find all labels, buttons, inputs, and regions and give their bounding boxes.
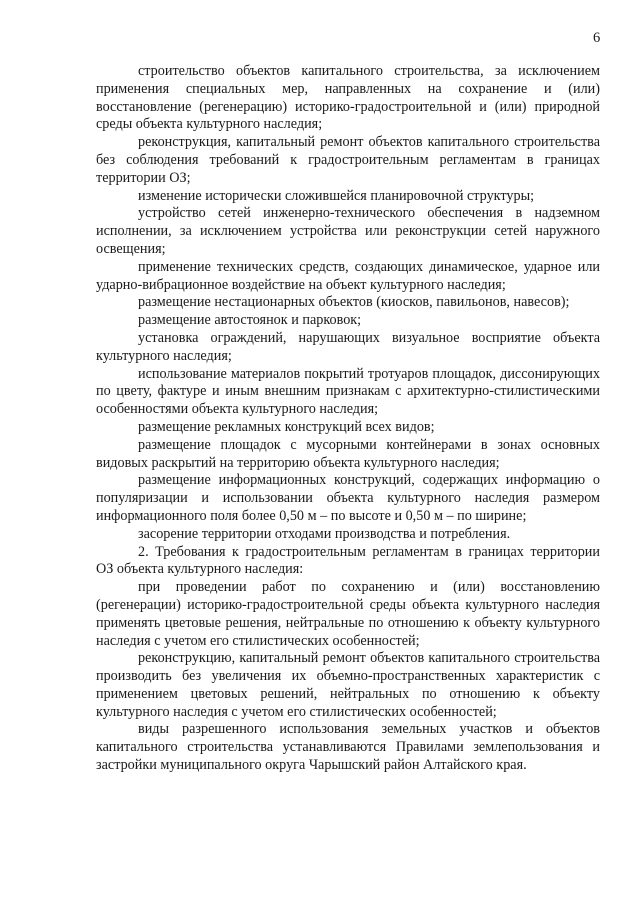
paragraph: строительство объектов капитального строительства, за исключением применения специальных мер, направленных на сохранение и (или) восстановление (регенерацию) историко-градостроительной и (или) природной среды объекта культурного наследия; bbox=[96, 63, 600, 133]
paragraph: размещение автостоянок и парковок; bbox=[138, 312, 362, 329]
paragraph: размещение нестационарных объектов (киосков, павильонов, навесов); bbox=[138, 294, 570, 311]
paragraph: установка ограждений, нарушающих визуальное восприятие объекта культурного наследия; bbox=[96, 329, 600, 364]
paragraph: реконструкция, капитальный ремонт объектов капитального строительства без соблюдения требований к градостроительным регламентам в границах территории ОЗ; bbox=[96, 134, 600, 186]
section-heading-paragraph: 2. Требования к градостроительным регламентам в границах территории ОЗ объекта культурного наследия: bbox=[96, 543, 600, 578]
paragraph: размещение рекламных конструкций всех видов; bbox=[138, 418, 435, 435]
paragraph: реконструкцию, капитальный ремонт объектов капитального строительства производить без увеличения их объемно-пространственных характеристик с применением цветовых решений, нейтральных по отношению к объекту культурного наследия с учетом его стилистических особенностей; bbox=[96, 650, 600, 720]
page-number: 6 bbox=[593, 30, 601, 46]
paragraph: размещение площадок с мусорными контейнерами в зонах основных видовых раскрытий на территорию объекта культурного наследия; bbox=[96, 436, 600, 471]
paragraph: засорение территории отходами производства и потребления. bbox=[138, 525, 511, 542]
paragraph: использование материалов покрытий тротуаров площадок, диссонирующих по цвету, фактуре и иным внешним признакам с архитектурно-стилистическими особенностями объекта культурного наследия; bbox=[96, 365, 600, 418]
paragraph: устройство сетей инженерно-технического обеспечения в надземном исполнении, за исключением устройства или реконструкции сетей наружного освещения; bbox=[96, 205, 600, 257]
paragraph: при проведении работ по сохранению и (или) восстановлению (регенерации) историко-градостроительной среды объекта культурного наследия применять цветовые решения, нейтральные по отношению к объекту культурного наследия с учетом его стилистических особенностей; bbox=[96, 579, 600, 649]
paragraph: применение технических средств, создающих динамическое, ударное или ударно-вибрационное воздействие на объект культурного наследия; bbox=[96, 258, 600, 293]
paragraph: изменение исторически сложившейся планировочной структуры; bbox=[138, 187, 535, 204]
paragraph: виды разрешенного использования земельных участков и объектов капитального строительства устанавливаются Правилами землепользования и застройки муниципального округа Чарышский район Алтайского края. bbox=[96, 721, 600, 774]
paragraph: размещение информационных конструкций, содержащих информацию о популяризации и использовании объекта культурного наследия размером информационного поля более 0,50 м – по высоте и 0,50 м – по ширине; bbox=[96, 472, 600, 524]
document-body bbox=[96, 63, 600, 775]
